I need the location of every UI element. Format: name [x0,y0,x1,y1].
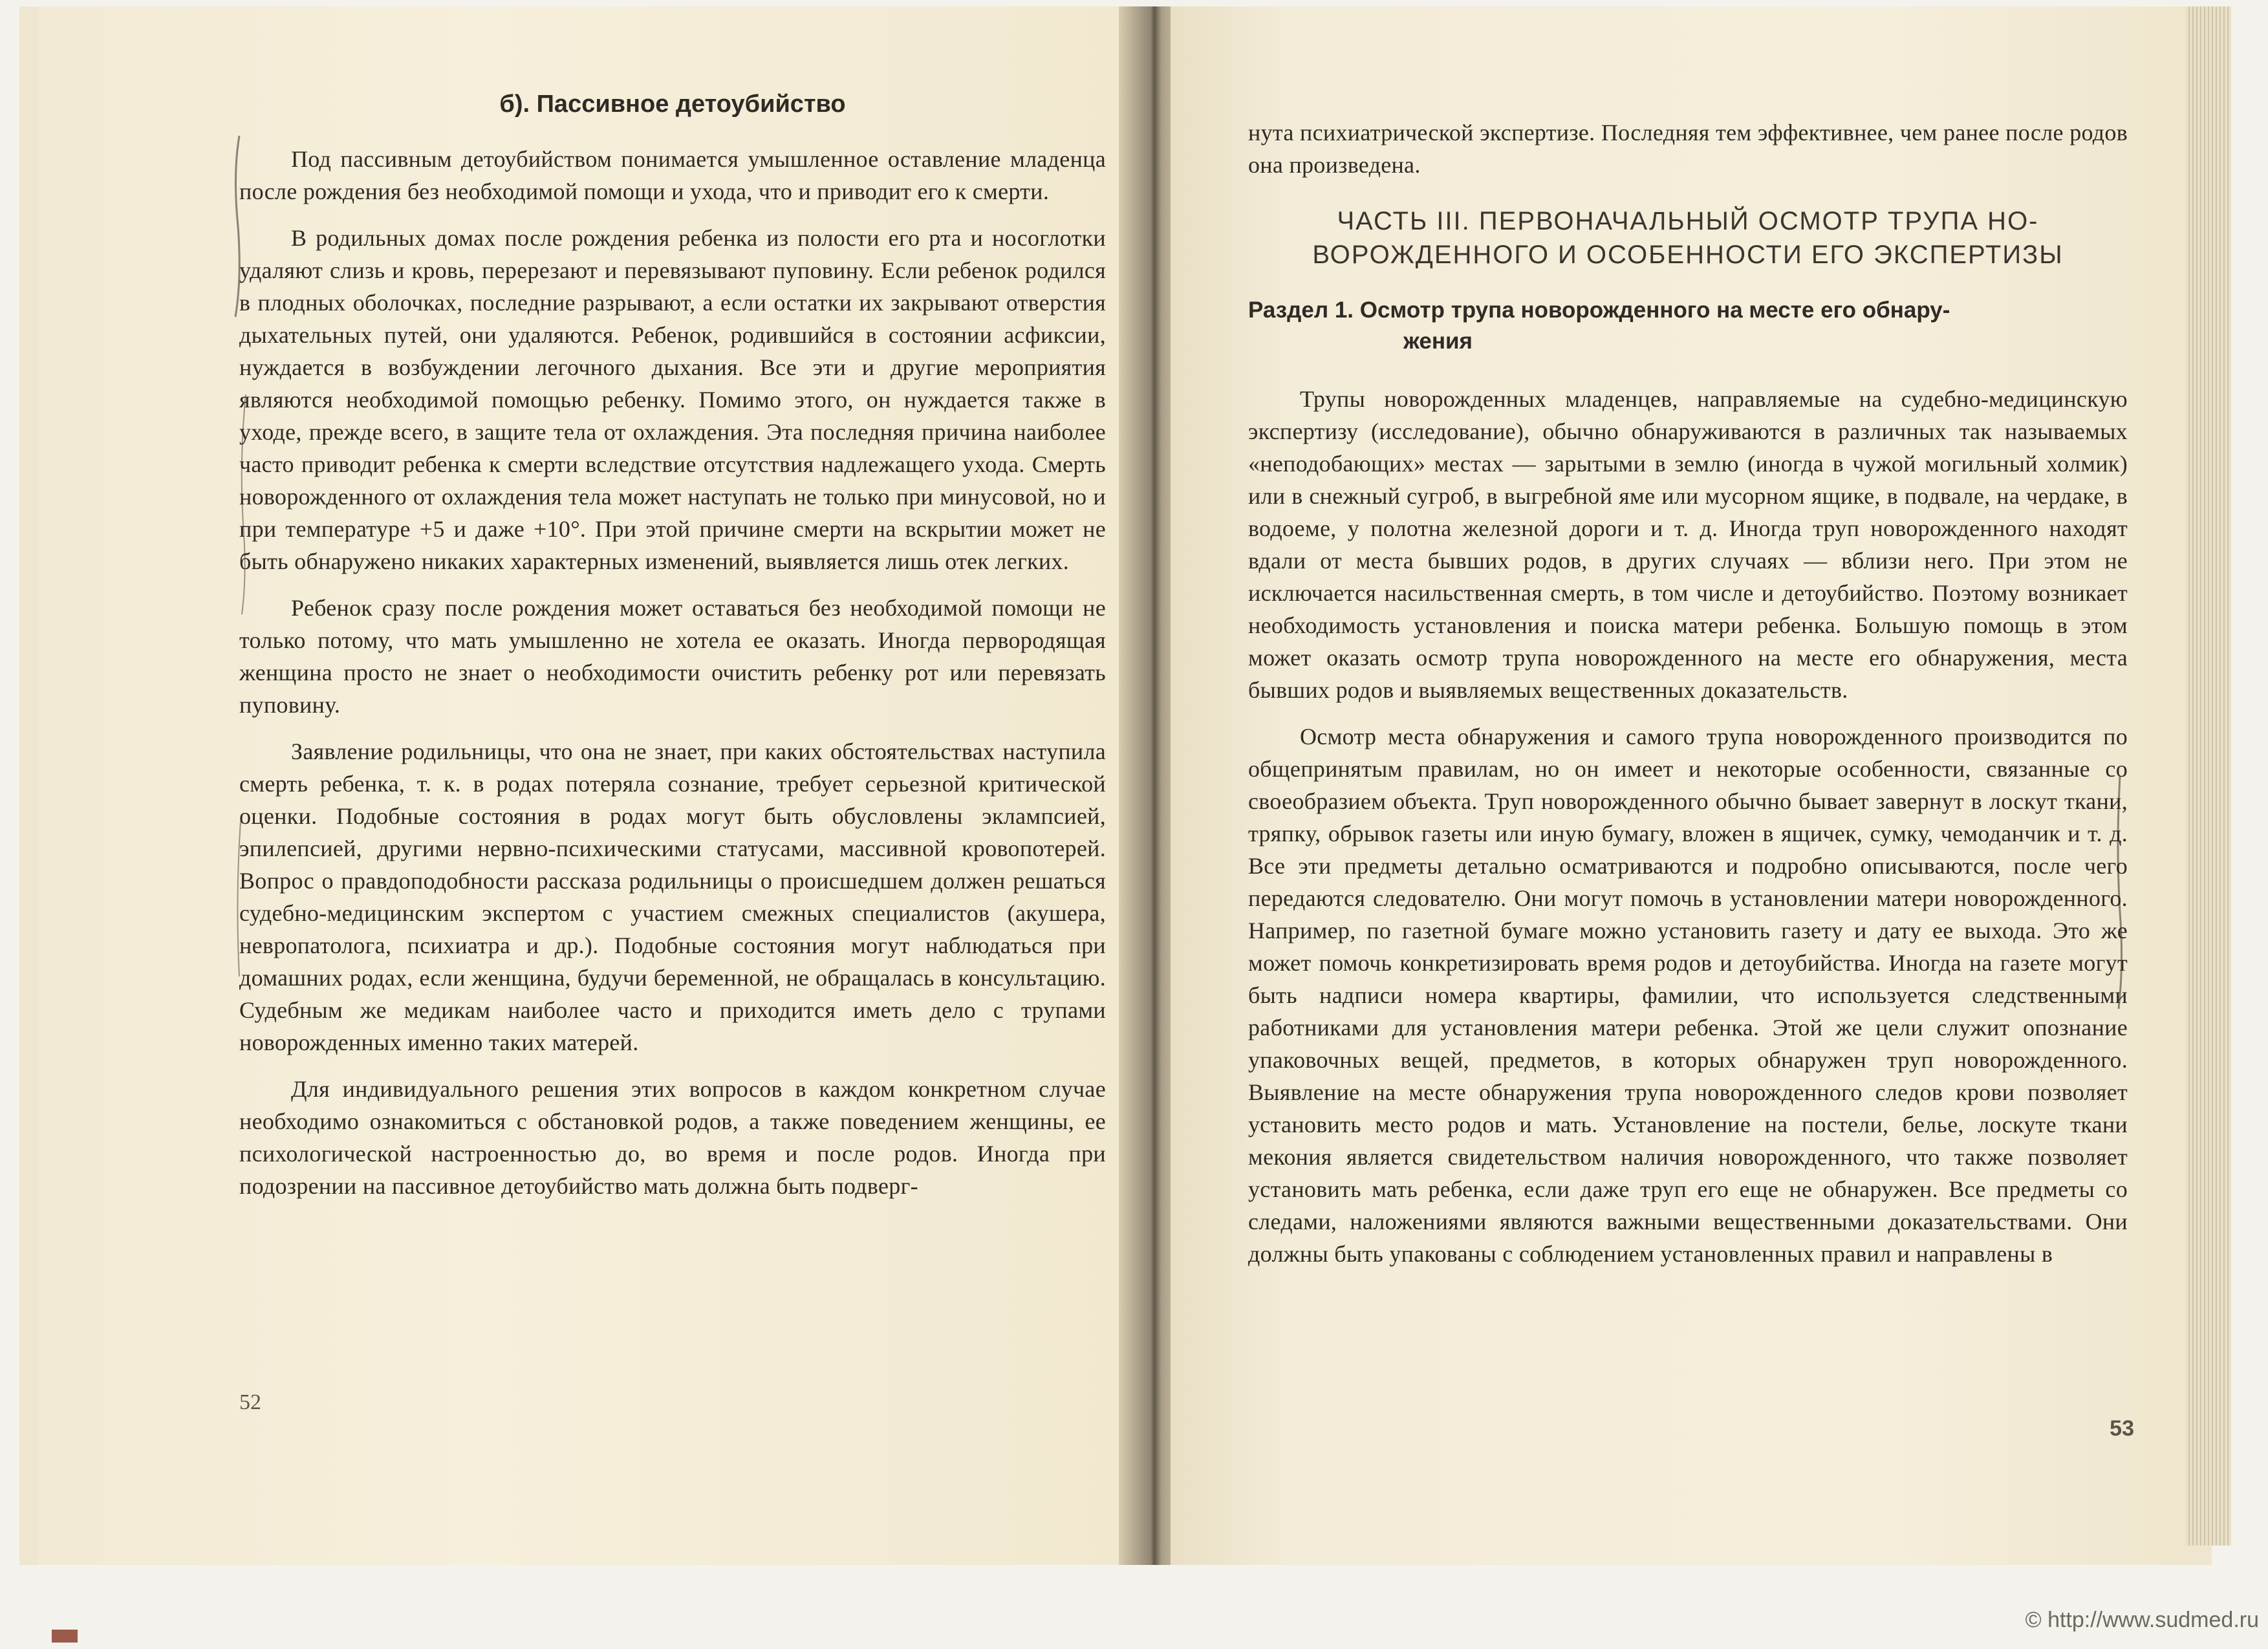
left-page [39,6,1145,1565]
paragraph: Заявление родильницы, что она не знает, при каких обстоятельствах наступила смерть ребенка, т. к. в родах потеряла сознание, требует серьезной критической оценки. Подобные состояния в родах могут быть обусловлены эклампсией, эпилепсией, другими нервно-психическими статусами, массивной кровопотерей. Вопрос о правдоподобности рассказа родильницы о происшедшем должен решаться судебно-медицинским экспертом с участием смежных специалистов (акушера, невропатолога, психиатра и др.). Подобные состояния могут наблюдаться при домашних родах, если женщина, будучи беременной, не обращалась в консультацию. Судебным же медикам наиболее часто и приходится иметь дело с трупами новорожденных именно таких матерей. [239,738,1106,1055]
left-page-content [239,91,1106,1202]
page-edges [2186,6,2231,1546]
paragraph: В родильных домах после рождения ребенка из полости его рта и носоглотки удаляют слизь и кровь, перерезают и перевязывают пуповину. Если ребенок родился в плодных оболочках, последние разрывают, а если остатки их закрывают отверстия дыхательных путей, они удаляются. Ребенок, родившийся в состоянии асфиксии, нуждается в возбуждении легочного дыхания. Все эти и другие мероприятия являются необходимой помощью ребенку. Помимо этого, он нуждается также в уходе, прежде всего, в защите тела от охлаждения. Эта последняя причина наиболее часто приводит ребенка к смерти вследствие отсутствия надлежащего ухода. Смерть новорожденного от охлаждения тела может наступать не только при минусовой, но и при температуре +5 и даже +10°. При этой причине смерти на вскрытии может не быть обнаружено никаких характерных изменений, выявляется лишь отек легких. [239,225,1106,574]
right-page-content [1248,116,2128,1270]
watermark-text: © http://www.sudmed.ru [2025,1608,2259,1632]
paragraph: Для индивидуального решения этих вопросов в каждом конкретном случае необходимо ознакомиться с обстановкой родов, а также поведением женщины, ее психологической настроенностью до, во время и после родов. Иногда при подозрении на пассивное детоубийство мать должна быть подверг- [239,1076,1106,1199]
subsection-title-line: Раздел 1. Осмотр трупа новорожденного на месте его обнару- [1248,297,1950,323]
paragraph: Под пассивным детоубийством понимается умышленное оставление младенца после рождения без необходимой помощи и ухода, что и приводит его к смерти. [239,146,1106,204]
subsection-title-line: жения [1403,329,1473,354]
subsection-title [1248,295,2128,357]
part-title [1248,204,2128,272]
right-page [1171,6,2186,1565]
page-number-right: 53 [2110,1416,2134,1441]
part-title-line: ЧАСТЬ III. ПЕРВОНАЧАЛЬНЫЙ ОСМОТР ТРУПА НО- [1337,207,2039,235]
binding-mark [52,1630,78,1643]
paragraph: Трупы новорожденных младенцев, направляемые на судебно-медицинскую экспертизу (исследование), обычно обнаруживаются в различных так называемых «неподобающих» местах — зарытыми в землю (иногда в чужой могильный холмик) или в снежный сугроб, в выгребной яме или мусорном ящике, в подвале, на чердаке, в водоеме, у полотна железной дороги и т. д. Иногда труп новорожденного находят вдали от места бывших родов, в других случаях — вблизи него. При этом не исключается насильственная смерть, в том числе и детоубийство. Поэтому возникает необходимость установления и поиска матери ребенка. Большую помощь в этом может оказать осмотр трупа новорожденного на месте его обнаружения, места бывших родов и выявляемых вещественных доказательств. [1248,386,2128,703]
continued-paragraph: нута психиатрической экспертизе. Последняя тем эффективнее, чем ранее после родов она произведена. [1248,120,2128,178]
paragraph: Ребенок сразу после рождения может оставаться без необходимой помощи не только потому, что мать умышленно не хотела ее оказать. Иногда первородящая женщина просто не знает о необходимости очистить ребенку рот или перевязать пуповину. [239,595,1106,718]
paragraph: Осмотр места обнаружения и самого трупа новорожденного производится по общепринятым правилам, но он имеет и некоторые особенности, связанные со своеобразием объекта. Труп новорожденного обычно бывает завернут в лоскут ткани, тряпку, обрывок газеты или иную бумагу, вложен в ящичек, сумку, чемоданчик и т. д. Все эти предметы детально осматриваются и подробно описываются, после чего передаются следователю. Они могут помочь в установлении матери новорожденного. Например, по газетной бумаге можно установить газету и дату ее выхода. Это же может помочь конкретизировать время родов и детоубийства. Иногда на газете могут быть надписи номера квартиры, фамилии, что используется следственными работниками для установления матери ребенка. Этой же цели служит опознание упаковочных вещей, предметов, в которых обнаружен труп новорожденного. Выявление на месте обнаружения трупа новорожденного следов крови позволяет установить место родов и мать. Установление на постели, белье, лоскуте ткани мекония является свидетельством наличия новорожденного, что также позволяет установить мать ребенка, если даже труп его еще не обнаружен. Все предметы со следами, наложениями являются важными вещественными доказательствами. Они должны быть упакованы с соблюдением установленных правил и направлены в [1248,724,2128,1267]
section-title: б). Пассивное детоубийство [499,91,846,118]
page-number-left: 52 [239,1390,261,1414]
part-title-line: ВОРОЖДЕННОГО И ОСОБЕННОСТИ ЕГО ЭКСПЕРТИЗЫ [1312,241,2064,269]
open-book [19,6,2212,1565]
